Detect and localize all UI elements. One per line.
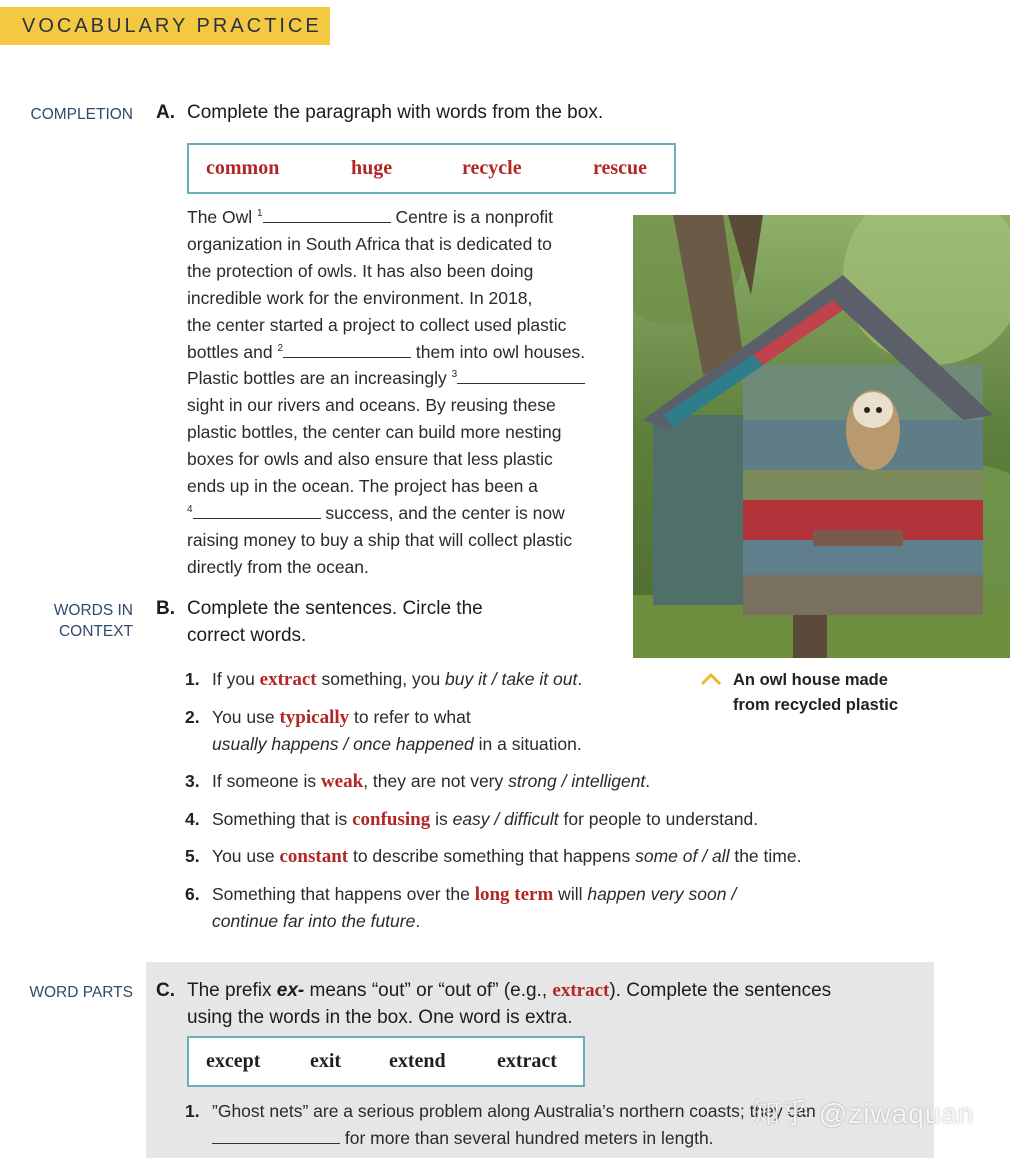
owl-house-photo: [633, 215, 1010, 658]
list-item: [185, 704, 582, 758]
answer-blank[interactable]: [212, 1129, 340, 1144]
section-a-instruction: [156, 99, 604, 126]
caption-caret-icon: [700, 671, 722, 687]
text: ). Complete the sentences: [609, 980, 832, 1001]
list-item: [185, 666, 582, 693]
text: means “out” or “out of” (e.g.,: [304, 980, 553, 1001]
keyword: weak: [320, 771, 364, 792]
word-box-c: [187, 1036, 585, 1087]
item-number: 3.: [185, 771, 200, 791]
text: Plastic bottles are an increasingly: [187, 368, 452, 389]
photo-caption: [733, 668, 898, 718]
instruction-line: correct words.: [187, 625, 307, 646]
keyword: long term: [474, 884, 554, 905]
paragraph-line: organization in South Africa that is dedicated to: [187, 233, 552, 254]
list-item: [185, 806, 758, 833]
side-label-line: CONTEXT: [58, 623, 133, 640]
text: bottles and: [187, 341, 278, 362]
box-word: common: [206, 157, 280, 179]
blank-number: 1: [257, 208, 263, 220]
paragraph-line: incredible work for the environment. In 2018,: [187, 287, 533, 308]
text: to describe something that happens: [348, 846, 636, 866]
text: .: [577, 669, 583, 689]
choice-options[interactable]: buy it / take it out: [445, 669, 578, 689]
choice-options[interactable]: continue far into the future: [212, 911, 416, 931]
word-box-a: [187, 143, 676, 194]
keyword: constant: [279, 846, 349, 867]
item-number: 1.: [185, 1101, 200, 1121]
text: to refer to what: [349, 707, 471, 727]
text: for people to understand.: [558, 809, 759, 829]
section-b-letter: B.: [156, 598, 175, 619]
box-word: except: [206, 1050, 261, 1072]
paragraph: [187, 204, 627, 581]
keyword: typically: [279, 707, 350, 728]
paragraph-line: plastic bottles, the center can build more nesting: [187, 422, 562, 443]
section-c-letter: C.: [156, 980, 175, 1001]
box-word: extend: [389, 1050, 446, 1072]
item-number: 1.: [185, 669, 200, 689]
text: Centre is a nonprofit: [390, 207, 554, 227]
choice-options[interactable]: usually happens / once happened: [212, 734, 474, 754]
section-b-instruction: [156, 595, 483, 649]
text: in a situation.: [473, 734, 582, 754]
item-number: 4.: [185, 809, 200, 829]
list-item: [185, 1098, 816, 1152]
section-a-side-label: COMPLETION: [30, 106, 133, 123]
paragraph-line: raising money to buy a ship that will collect plastic: [187, 529, 573, 550]
section-a-text: Complete the paragraph with words from the box.: [187, 102, 604, 123]
caption-line: An owl house made: [733, 671, 888, 689]
box-word: huge: [351, 157, 393, 179]
section-c-side-label: WORD PARTS: [29, 984, 133, 1001]
choice-options[interactable]: strong / intelligent: [508, 771, 646, 791]
box-word: exit: [310, 1050, 342, 1072]
text: The Owl: [187, 207, 258, 227]
choice-options[interactable]: some of / all: [635, 846, 730, 866]
list-item: [185, 881, 736, 935]
text: If someone is: [212, 771, 321, 791]
box-word: recycle: [462, 157, 522, 179]
choice-options[interactable]: easy / difficult: [452, 809, 559, 829]
text: .: [645, 771, 651, 791]
list-item: [185, 843, 801, 870]
banner-title: VOCABULARY PRACTICE: [22, 14, 322, 37]
choice-options[interactable]: happen very soon /: [587, 884, 737, 904]
blank-number: 2: [277, 342, 284, 354]
item-number: 2.: [185, 707, 200, 727]
paragraph-line: ends up in the ocean. The project has been a: [187, 476, 538, 497]
text: Something that is: [212, 809, 353, 829]
answer-blank[interactable]: [283, 343, 411, 358]
section-b-side-label: [0, 600, 133, 642]
section-a-letter: A.: [156, 102, 175, 123]
caption-line: from recycled plastic: [733, 696, 899, 714]
text: , they are not very: [363, 771, 509, 791]
text: If you: [212, 669, 260, 689]
section-c-instruction: [156, 977, 831, 1031]
side-label-line: WORDS IN: [53, 602, 133, 619]
text: will: [553, 884, 588, 904]
answer-blank[interactable]: [457, 369, 585, 384]
paragraph-line: sight in our rivers and oceans. By reusing these: [187, 395, 556, 416]
blank-number: 4: [187, 504, 193, 516]
item-number: 5.: [185, 846, 200, 866]
text: the time.: [729, 846, 802, 866]
paragraph-line: boxes for owls and also ensure that less plastic: [187, 449, 553, 470]
instruction-line: Complete the sentences. Circle the: [187, 598, 483, 619]
text: The prefix: [187, 980, 277, 1001]
answer-blank[interactable]: [193, 504, 321, 519]
keyword: extract: [259, 669, 317, 690]
paragraph-line: the protection of owls. It has also been doing: [187, 260, 534, 281]
instruction-line: using the words in the box. One word is extra.: [187, 1007, 573, 1028]
blank-number: 3: [451, 369, 458, 381]
text: something, you: [316, 669, 446, 689]
list-item: [185, 768, 650, 795]
keyword: extract: [552, 980, 610, 1001]
owl-house-illustration: [633, 215, 1010, 658]
box-word: extract: [497, 1050, 557, 1072]
text: is: [430, 809, 453, 829]
text: .: [415, 911, 421, 931]
box-word: rescue: [593, 157, 648, 179]
text: success, and the center is now: [320, 502, 565, 523]
text: Something that happens over the: [212, 884, 475, 904]
paragraph-line: directly from the ocean.: [187, 556, 369, 577]
text: You use: [212, 846, 280, 866]
text: ”Ghost nets” are a serious problem along Australia’s northern coasts; they can: [212, 1101, 816, 1121]
prefix: ex-: [276, 980, 305, 1001]
answer-blank[interactable]: [263, 208, 391, 223]
paragraph-line: the center started a project to collect used plastic: [187, 314, 567, 335]
keyword: confusing: [352, 809, 431, 830]
text: them into owl houses.: [411, 341, 586, 362]
text: for more than several hundred meters in length.: [340, 1128, 714, 1148]
item-number: 6.: [185, 884, 200, 904]
watermark: 知乎 @ziwaquan: [752, 1098, 975, 1129]
text: You use: [212, 707, 280, 727]
section-banner: [0, 7, 330, 45]
